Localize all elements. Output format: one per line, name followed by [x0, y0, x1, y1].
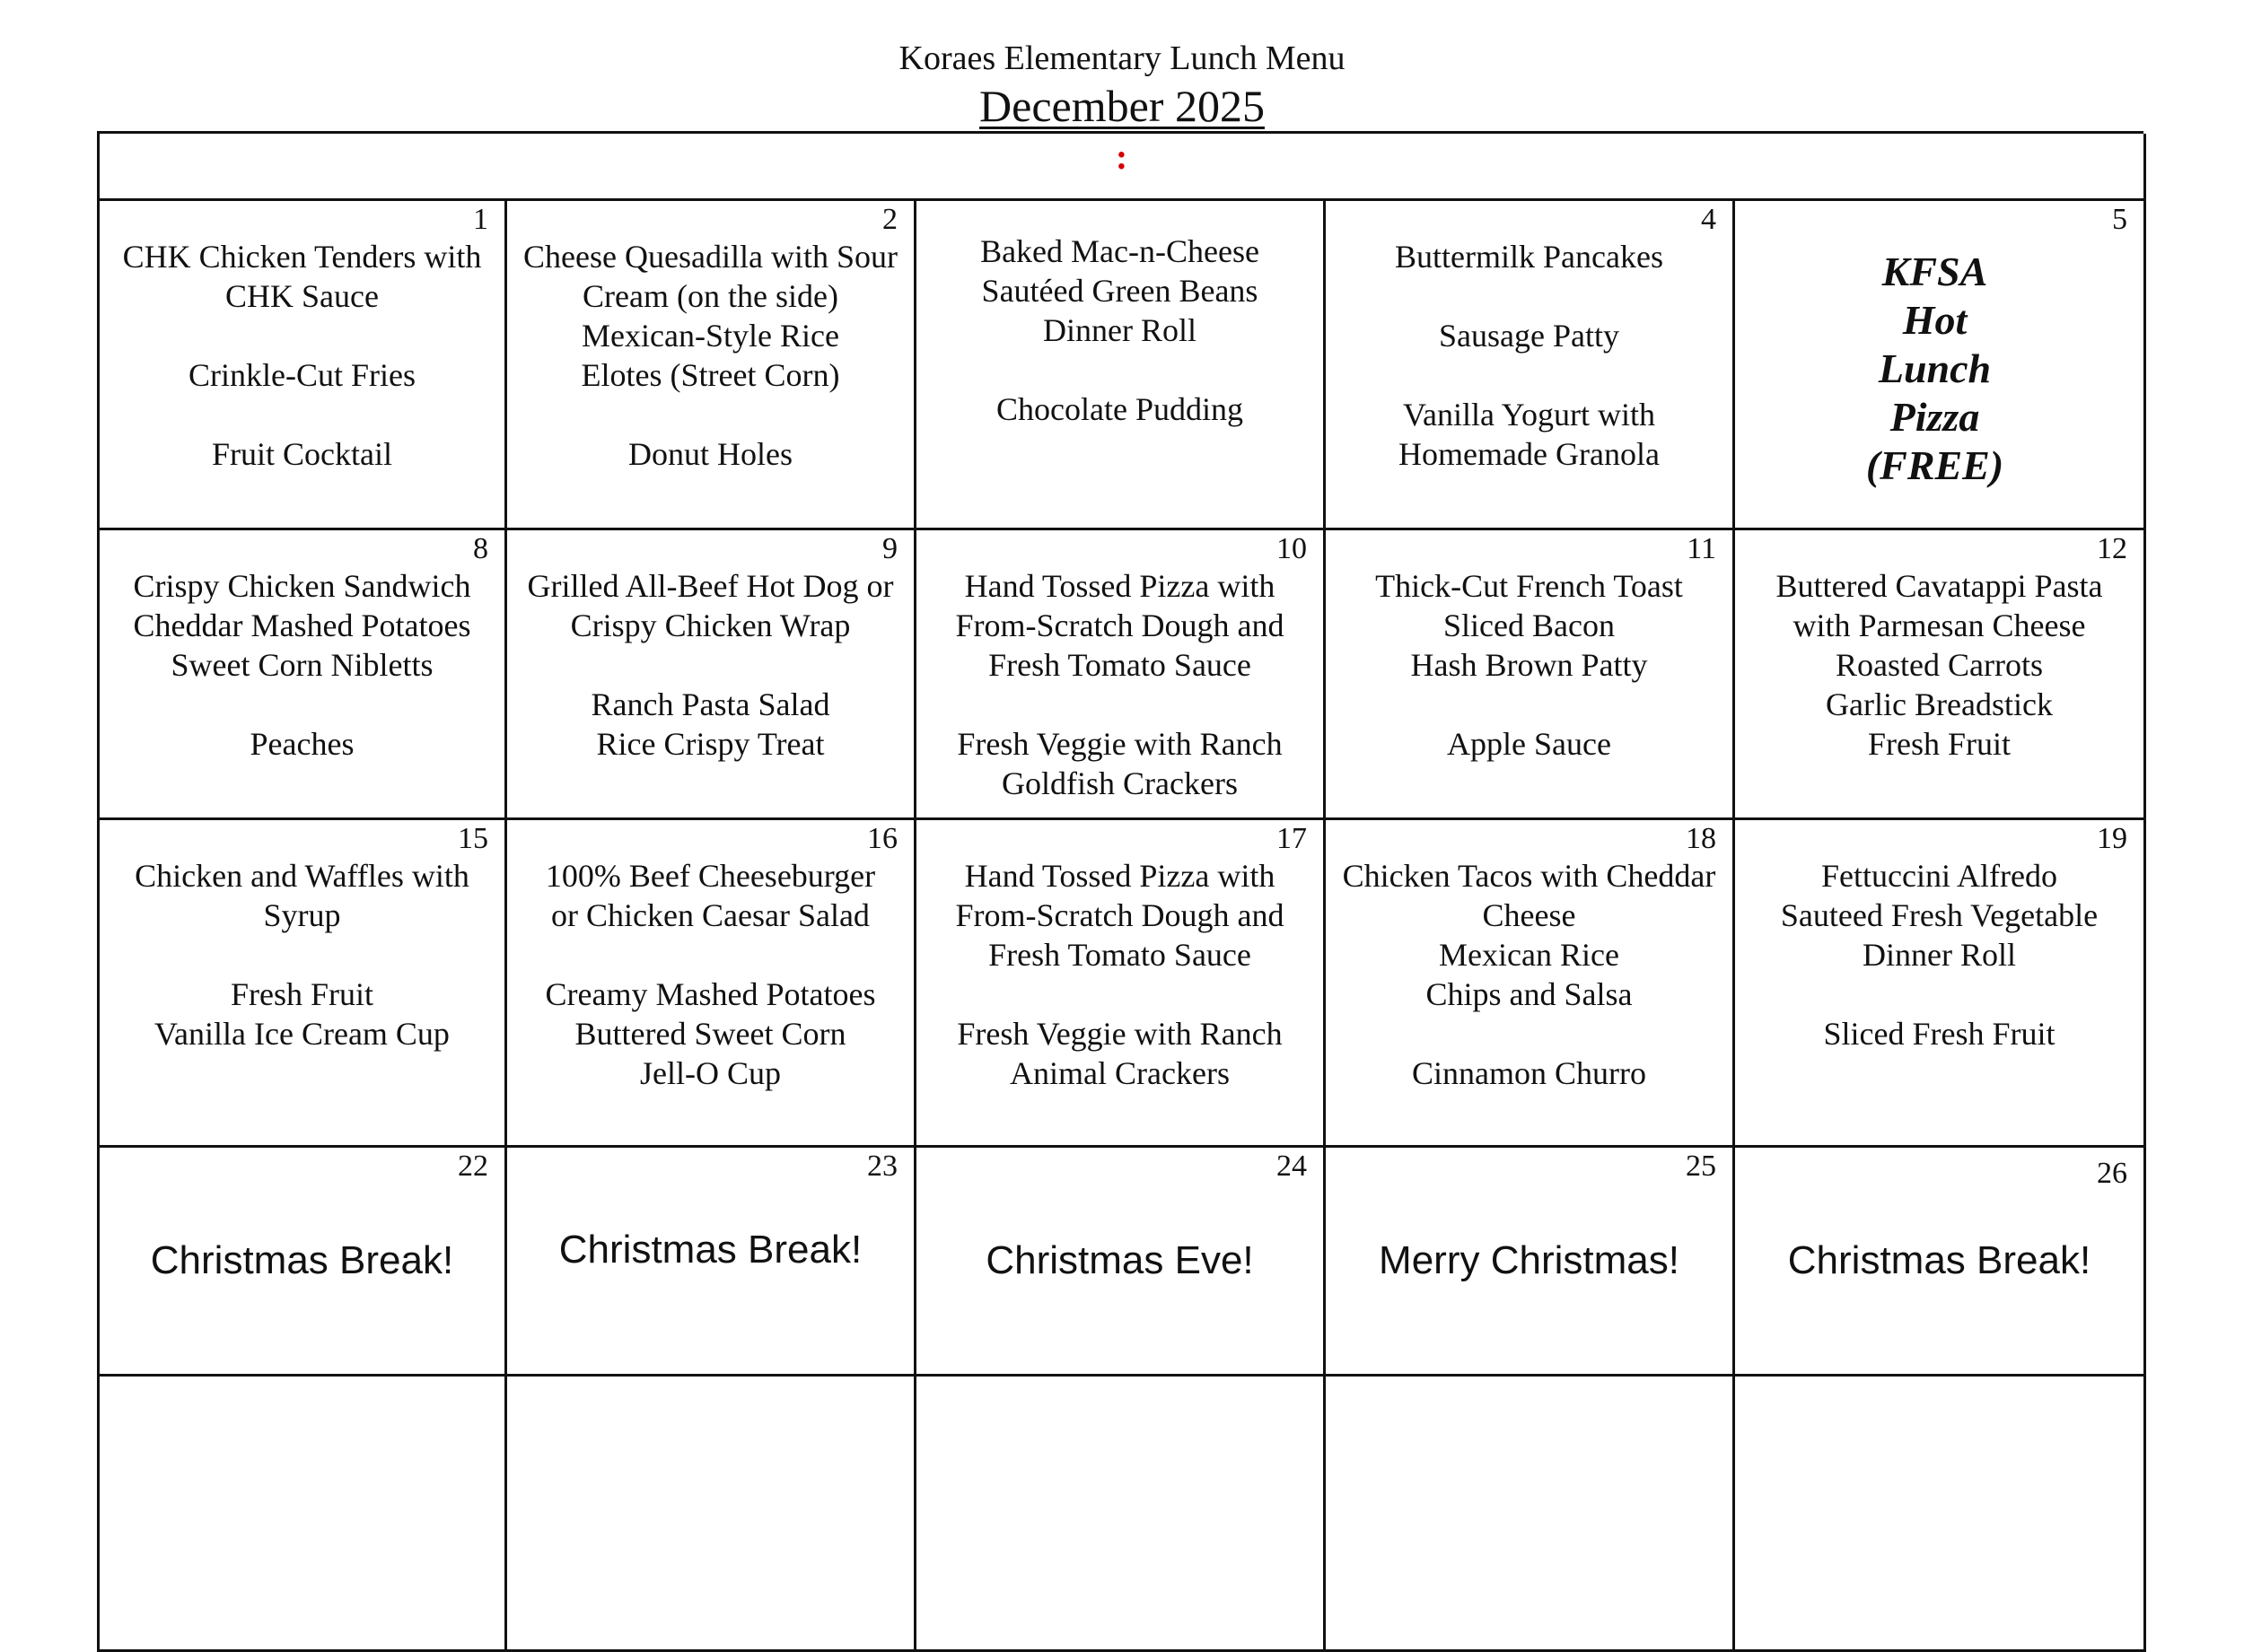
- menu-item: Syrup: [263, 897, 341, 933]
- special-event: [1735, 248, 2134, 490]
- special-event-line: KFSA: [1881, 249, 1988, 294]
- day-cell: [1735, 820, 2146, 1148]
- menu-item: Sliced Bacon: [1443, 607, 1615, 643]
- day-number: 15: [458, 822, 488, 855]
- menu-items: [922, 566, 1318, 803]
- day-cell: [507, 1377, 916, 1652]
- menu-item: Buttered Cavatappi Pasta: [1775, 568, 2103, 604]
- menu-item: Hand Tossed Pizza with: [964, 858, 1275, 894]
- menu-item: Rice Crispy Treat: [596, 726, 825, 762]
- menu-item: Fettuccini Alfredo: [1821, 858, 2057, 894]
- menu-item: Crinkle-Cut Fries: [188, 357, 416, 393]
- day-cell: [1326, 820, 1735, 1148]
- holiday-label: Christmas Break!: [1787, 1238, 2091, 1282]
- menu-item: Cheese Quesadilla with Sour: [523, 239, 898, 275]
- day-cell: [1326, 530, 1735, 820]
- day-number: 2: [882, 203, 898, 236]
- day-cell: [100, 530, 507, 820]
- menu-item: Animal Crackers: [1010, 1055, 1230, 1091]
- menu-items: [105, 566, 499, 764]
- menu-item: Chocolate Pudding: [996, 391, 1243, 427]
- day-cell: [507, 201, 916, 530]
- banner-mark: :: [1115, 136, 1128, 177]
- menu-items: [922, 232, 1318, 429]
- menu-item: Fresh Fruit: [230, 976, 373, 1012]
- menu-item: or Chicken Caesar Salad: [551, 897, 870, 933]
- day-cell: [916, 1377, 1326, 1652]
- day-number: 26: [2097, 1157, 2127, 1190]
- special-event-line: Hot: [1902, 297, 1968, 343]
- menu-item: Fresh Tomato Sauce: [988, 937, 1251, 973]
- day-cell: [916, 820, 1326, 1148]
- menu-spacer: [1331, 1014, 1727, 1053]
- menu-item: Sliced Fresh Fruit: [1823, 1016, 2056, 1052]
- day-number: 24: [1276, 1149, 1307, 1183]
- day-cell: [507, 820, 916, 1148]
- menu-spacer: [513, 645, 908, 685]
- menu-items: [1331, 856, 1727, 1093]
- special-event-line: Lunch: [1878, 345, 1992, 391]
- menu-item: Fruit Cocktail: [212, 436, 392, 472]
- menu-item: Cheese: [1482, 897, 1576, 933]
- menu-item: Cream (on the side): [583, 278, 838, 314]
- menu-items: [105, 856, 499, 1053]
- menu-item: Creamy Mashed Potatoes: [545, 976, 876, 1012]
- day-cell: [1326, 1377, 1735, 1652]
- menu-spacer: [922, 975, 1318, 1014]
- day-cell: [100, 1377, 507, 1652]
- menu-item: Hand Tossed Pizza with: [964, 568, 1275, 604]
- menu-spacer: [105, 316, 499, 355]
- menu-item: Hash Brown Patty: [1410, 647, 1648, 683]
- menu-item: Peaches: [250, 726, 355, 762]
- menu-item: Elotes (Street Corn): [581, 357, 840, 393]
- menu-items: [922, 856, 1318, 1093]
- day-number: 23: [867, 1149, 898, 1183]
- menu-spacer: [1331, 355, 1727, 395]
- menu-spacer: [1740, 975, 2138, 1014]
- menu-item: Sauteed Fresh Vegetable: [1780, 897, 2099, 933]
- day-cell: [100, 1148, 507, 1377]
- day-cell: [100, 820, 507, 1148]
- month-title: [0, 79, 2244, 133]
- day-number: 9: [882, 532, 898, 565]
- menu-spacer: [105, 395, 499, 434]
- menu-item: Cinnamon Churro: [1412, 1055, 1646, 1091]
- menu-items: [513, 566, 908, 764]
- day-number: 8: [473, 532, 488, 565]
- menu-item: Crispy Chicken Sandwich: [133, 568, 471, 604]
- menu-item: Homemade Granola: [1398, 436, 1660, 472]
- month-title-text: December 2025: [979, 81, 1265, 131]
- menu-spacer: [1331, 276, 1727, 316]
- day-number: 1: [473, 203, 488, 236]
- menu-item: Apple Sauce: [1447, 726, 1611, 762]
- day-cell: [507, 530, 916, 820]
- menu-item: Sautéed Green Beans: [981, 273, 1258, 309]
- menu-item: Dinner Roll: [1043, 312, 1197, 348]
- day-number: 11: [1687, 532, 1716, 565]
- menu-item: Dinner Roll: [1863, 937, 2016, 973]
- day-number: 22: [458, 1149, 488, 1183]
- menu-item: From-Scratch Dough and: [955, 607, 1284, 643]
- day-number: 17: [1276, 822, 1307, 855]
- special-event-line: (FREE): [1865, 442, 2004, 488]
- menu-item: Chips and Salsa: [1425, 976, 1633, 1012]
- day-cell: [1735, 530, 2146, 820]
- day-cell: [916, 201, 1326, 530]
- menu-item: Mexican Rice: [1439, 937, 1619, 973]
- day-number: 18: [1686, 822, 1716, 855]
- menu-item: Fresh Veggie with Ranch: [957, 1016, 1283, 1052]
- menu-item: Grilled All-Beef Hot Dog or: [527, 568, 894, 604]
- menu-item: with Parmesan Cheese: [1793, 607, 2086, 643]
- holiday-label: Christmas Break!: [558, 1228, 863, 1272]
- menu-item: CHK Chicken Tenders with: [122, 239, 482, 275]
- menu-item: From-Scratch Dough and: [955, 897, 1284, 933]
- menu-items: [1740, 566, 2138, 764]
- menu-item: Baked Mac-n-Cheese: [980, 233, 1259, 269]
- menu-item: Buttermilk Pancakes: [1395, 239, 1663, 275]
- menu-item: Crispy Chicken Wrap: [570, 607, 851, 643]
- day-cell: [100, 201, 507, 530]
- menu-item: Vanilla Ice Cream Cup: [154, 1016, 450, 1052]
- menu-item: Roasted Carrots: [1836, 647, 2043, 683]
- menu-spacer: [513, 935, 908, 975]
- day-number: 25: [1686, 1149, 1716, 1183]
- day-number: 19: [2097, 822, 2127, 855]
- menu-item: Donut Holes: [628, 436, 793, 472]
- menu-item: Fresh Fruit: [1867, 726, 2011, 762]
- holiday-label: Christmas Break!: [150, 1238, 454, 1282]
- menu-item: Chicken Tacos with Cheddar: [1342, 858, 1716, 894]
- holiday-label: Christmas Eve!: [986, 1238, 1254, 1282]
- menu-item: Sausage Patty: [1439, 318, 1619, 354]
- menu-item: Garlic Breadstick: [1826, 686, 2053, 722]
- menu-spacer: [922, 685, 1318, 724]
- day-number: 10: [1276, 532, 1307, 565]
- menu-item: CHK Sauce: [225, 278, 379, 314]
- calendar-banner: [100, 134, 2146, 201]
- holiday-label: Merry Christmas!: [1379, 1238, 1679, 1282]
- menu-items: [105, 237, 499, 474]
- menu-items: [1331, 566, 1727, 764]
- menu-item: Ranch Pasta Salad: [591, 686, 830, 722]
- day-cell: [1326, 201, 1735, 530]
- menu-item: Mexican-Style Rice: [582, 318, 839, 354]
- day-cell: [507, 1148, 916, 1377]
- menu-items: [1740, 856, 2138, 1053]
- menu-spacer: [922, 350, 1318, 389]
- menu-spacer: [513, 395, 908, 434]
- day-cell: [1735, 201, 2146, 530]
- special-event-line: Pizza: [1889, 394, 1980, 440]
- day-number: 12: [2097, 532, 2127, 565]
- menu-items: [1331, 237, 1727, 474]
- menu-spacer: [105, 685, 499, 724]
- day-number: 4: [1701, 203, 1716, 236]
- menu-item: Fresh Veggie with Ranch: [957, 726, 1283, 762]
- menu-spacer: [105, 935, 499, 975]
- day-cell: [1735, 1148, 2146, 1377]
- menu-item: Jell-O Cup: [640, 1055, 781, 1091]
- day-cell: [1735, 1377, 2146, 1652]
- menu-item: Chicken and Waffles with: [135, 858, 469, 894]
- day-cell: [916, 1148, 1326, 1377]
- menu-item: Buttered Sweet Corn: [574, 1016, 846, 1052]
- day-number: 16: [867, 822, 898, 855]
- menu-item: Fresh Tomato Sauce: [988, 647, 1251, 683]
- day-number: 5: [2112, 203, 2127, 236]
- menu-item: Vanilla Yogurt with: [1402, 397, 1656, 433]
- day-cell: [1326, 1148, 1735, 1377]
- day-cell: [916, 530, 1326, 820]
- menu-item: Cheddar Mashed Potatoes: [133, 607, 471, 643]
- menu-spacer: [1331, 685, 1727, 724]
- menu-title: Koraes Elementary Lunch Menu: [898, 39, 1346, 77]
- menu-item: Sweet Corn Nibletts: [171, 647, 434, 683]
- menu-items: [513, 237, 908, 474]
- calendar-grid: [97, 131, 2143, 1652]
- menu-items: [513, 856, 908, 1093]
- menu-item: Goldfish Crackers: [1002, 765, 1238, 801]
- menu-item: Thick-Cut French Toast: [1375, 568, 1683, 604]
- menu-item: 100% Beef Cheeseburger: [545, 858, 876, 894]
